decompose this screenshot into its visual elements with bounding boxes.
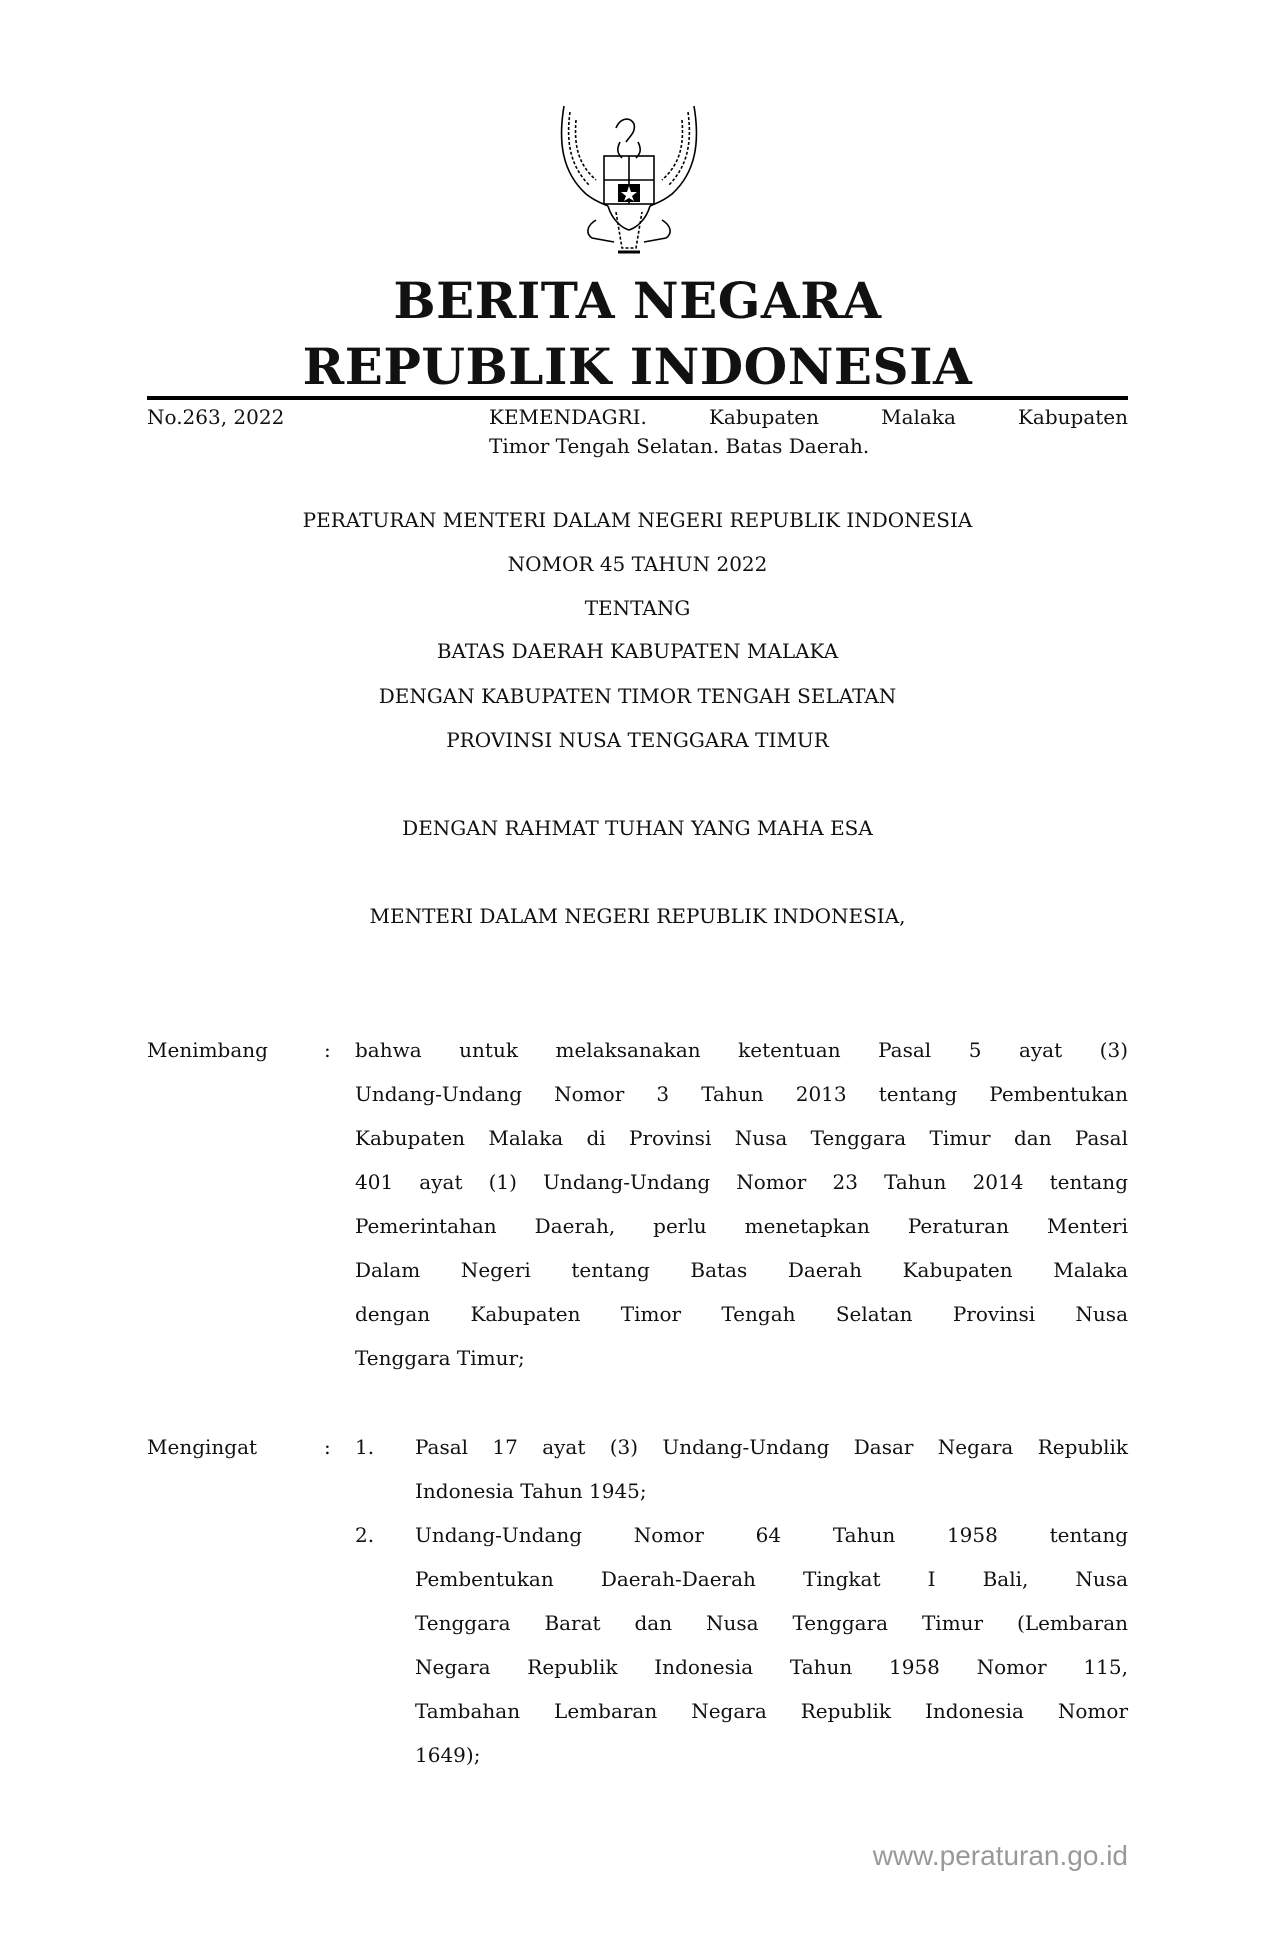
- list-item-line: Indonesia Tahun 1945;: [415, 1479, 647, 1503]
- regulation-title-line: PERATURAN MENTERI DALAM NEGERI REPUBLIK INDONESIA: [302, 508, 973, 532]
- menimbang-line: Kabupaten Malaka di Provinsi Nusa Tenggara Timur dan Pasal: [355, 1126, 1128, 1150]
- menimbang-line: bahwa untuk melaksanakan ketentuan Pasal 5 ayat (3): [355, 1038, 1128, 1062]
- regulation-subject-line: PROVINSI NUSA TENGGARA TIMUR: [446, 728, 829, 752]
- list-item-line: 1649);: [415, 1743, 481, 1767]
- gazette-title-line2: REPUBLIK INDONESIA: [302, 337, 973, 396]
- menimbang-line: Pemerintahan Daerah, perlu menetapkan Peraturan Menteri: [355, 1214, 1128, 1238]
- blessing-line: DENGAN RAHMAT TUHAN YANG MAHA ESA: [402, 816, 873, 840]
- list-item-number: 1.: [355, 1435, 375, 1459]
- list-item-line: Pembentukan Daerah-Daerah Tingkat I Bali, Nusa: [415, 1567, 1128, 1591]
- list-item-number: 2.: [355, 1523, 375, 1547]
- header-rule: [147, 396, 1128, 400]
- list-item-line: Negara Republik Indonesia Tahun 1958 Nomor 115,: [415, 1655, 1128, 1679]
- regulation-subject-line: DENGAN KABUPATEN TIMOR TENGAH SELATAN: [378, 684, 897, 708]
- mengingat-label: Mengingat: [147, 1435, 258, 1459]
- list-item-line: Pasal 17 ayat (3) Undang-Undang Dasar Negara Republik: [415, 1435, 1128, 1459]
- regulation-number: NOMOR 45 TAHUN 2022: [507, 552, 768, 576]
- website-link[interactable]: www.peraturan.go.id: [872, 1840, 1128, 1871]
- gazette-number: No.263, 2022: [147, 405, 285, 429]
- menimbang-line: Dalam Negeri tentang Batas Daerah Kabupaten Malaka: [355, 1258, 1128, 1282]
- gazette-subject-line: KEMENDAGRI. Kabupaten Malaka Kabupaten: [489, 405, 1128, 429]
- minister-line: MENTERI DALAM NEGERI REPUBLIK INDONESIA,: [369, 904, 906, 928]
- gazette-title-line1: BERITA NEGARA: [393, 271, 882, 330]
- menimbang-label: Menimbang: [147, 1038, 268, 1062]
- garuda-emblem: [556, 102, 702, 256]
- list-item-line: Tenggara Barat dan Nusa Tenggara Timur (Lembaran: [415, 1611, 1128, 1635]
- list-item-line: Tambahan Lembaran Negara Republik Indonesia Nomor: [415, 1699, 1128, 1723]
- menimbang-line: 401 ayat (1) Undang-Undang Nomor 23 Tahun 2014 tentang: [355, 1170, 1128, 1194]
- mengingat-colon: :: [324, 1435, 331, 1459]
- menimbang-line: Tenggara Timur;: [355, 1346, 525, 1370]
- list-item-line: Undang-Undang Nomor 64 Tahun 1958 tentang: [415, 1523, 1128, 1547]
- regulation-about: TENTANG: [584, 596, 691, 620]
- gazette-subject-line: Timor Tengah Selatan. Batas Daerah.: [489, 434, 870, 458]
- menimbang-line: dengan Kabupaten Timor Tengah Selatan Provinsi Nusa: [355, 1302, 1128, 1326]
- regulation-subject-line: BATAS DAERAH KABUPATEN MALAKA: [436, 639, 839, 663]
- menimbang-line: Undang-Undang Nomor 3 Tahun 2013 tentang Pembentukan: [355, 1082, 1128, 1106]
- menimbang-colon: :: [324, 1038, 331, 1062]
